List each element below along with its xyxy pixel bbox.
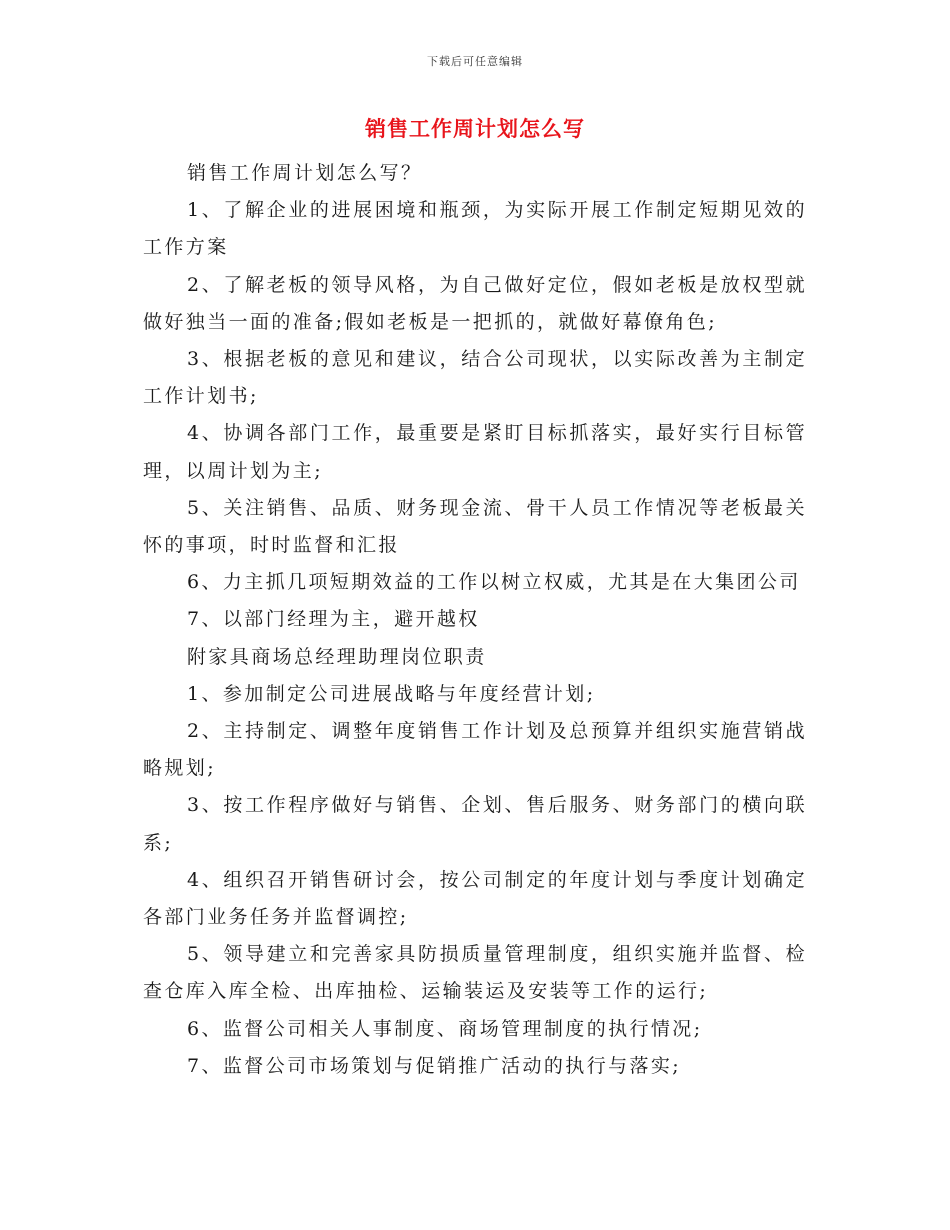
paragraph: 6、监督公司相关人事制度、商场管理制度的执行情况; xyxy=(187,1017,703,1040)
paragraph: 3、根据老板的意见和建议，结合公司现状，以实际改善为主制定工作计划书; xyxy=(143,348,807,408)
paragraph: 7、监督公司市场策划与促销推广活动的执行与落实; xyxy=(187,1054,682,1077)
paragraph: 6、力主抓几项短期效益的工作以树立权威，尤其是在大集团公司 xyxy=(187,571,801,594)
paragraph: 销售工作周计划怎么写？ xyxy=(187,162,423,184)
paragraph: 4、组织召开销售研讨会，按公司制定的年度计划与季度计划确定各部门业务任务并监督调控; xyxy=(143,868,807,929)
paragraph: 1、了解企业的进展困境和瓶颈，为实际开展工作制定短期见效的工作方案 xyxy=(143,199,807,259)
paragraph: 5、关注销售、品质、财务现金流、骨干人员工作情况等老板最关怀的事项，时时监督和汇报 xyxy=(143,496,807,557)
page-header-note: 下载后可任意编辑 xyxy=(427,55,523,68)
document-title: 销售工作周计划怎么写 xyxy=(365,116,585,141)
paragraph: 附家具商场总经理助理岗位职责 xyxy=(187,645,487,668)
paragraph: 4、协调各部门工作，最重要是紧盯目标抓落实，最好实行目标管理，以周计划为主; xyxy=(143,422,807,482)
paragraph: 2、了解老板的领导风格，为自己做好定位，假如老板是放权型就做好独当一面的准备;假如老板是一把抓的，就做好幕僚角色; xyxy=(143,273,807,333)
paragraph: 3、按工作程序做好与销售、企划、售后服务、财务部门的横向联系; xyxy=(143,794,807,854)
paragraph: 7、以部门经理为主，避开越权 xyxy=(187,608,480,631)
paragraph: 1、参加制定公司进展战略与年度经营计划; xyxy=(187,682,596,705)
paragraph: 5、领导建立和完善家具防损质量管理制度，组织实施并监督、检查仓库入库全检、出库抽检、运输装运及安装等工作的运行; xyxy=(143,943,807,1003)
document-body xyxy=(143,155,807,1085)
paragraph: 2、主持制定、调整年度销售工作计划及总预算并组织实施营销战略规划; xyxy=(143,720,807,780)
